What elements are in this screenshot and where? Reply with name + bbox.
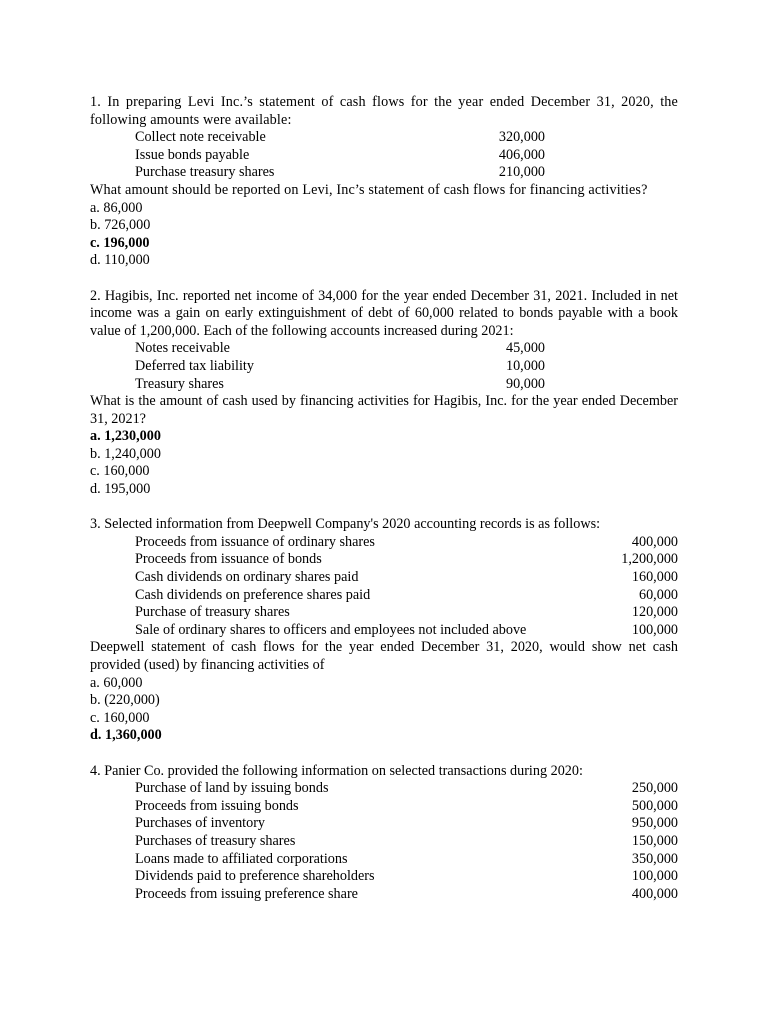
item-label: Cash dividends on preference shares paid — [135, 586, 371, 603]
item-amount: 45,000 — [505, 340, 545, 357]
question-4-items — [90, 780, 678, 903]
item-label: Sale of ordinary shares to officers and employees not included above — [135, 621, 527, 638]
item-amount: 60,000 — [638, 586, 678, 603]
item-label: Collect note receivable — [135, 129, 266, 146]
question-2-stem: 2. Hagibis, Inc. reported net income of 34,000 for the year ended December 31, 2021. Included in net income was a gain on early extinguishment of debt of 60,000 related to bonds payable with a book value of 1,200,000. Each of the following accounts increased during 2021: — [90, 287, 678, 339]
list-item — [90, 358, 678, 376]
item-amount: 400,000 — [631, 885, 678, 902]
item-amount: 950,000 — [631, 815, 678, 832]
choice-b: b. 726,000 — [90, 217, 151, 234]
item-amount: 10,000 — [505, 357, 545, 374]
choice-b: b. 1,240,000 — [90, 445, 161, 462]
list-item — [90, 534, 678, 552]
item-amount: 160,000 — [631, 569, 678, 586]
list-item — [90, 780, 678, 798]
question-3-prompt: Deepwell statement of cash flows for the year ended December 31, 2020, would show net cash provided (used) by financing activities of — [90, 639, 678, 673]
list-item — [90, 604, 678, 622]
item-label: Purchase of treasury shares — [135, 604, 290, 621]
list-item — [90, 569, 678, 587]
item-label: Proceeds from issuance of ordinary shares — [135, 533, 375, 550]
question-2 — [90, 288, 678, 499]
item-amount: 350,000 — [631, 850, 678, 867]
item-label: Issue bonds payable — [135, 146, 250, 163]
item-label: Notes receivable — [135, 340, 230, 357]
item-label: Purchase treasury shares — [135, 164, 275, 181]
item-label: Proceeds from issuing preference share — [135, 885, 358, 902]
choice-c-correct: c. 196,000 — [90, 234, 150, 251]
list-item — [90, 833, 678, 851]
question-3-items — [90, 534, 678, 640]
list-item — [90, 129, 678, 147]
list-item — [90, 798, 678, 816]
list-item — [90, 868, 678, 886]
question-4 — [90, 763, 678, 904]
question-3 — [90, 516, 678, 745]
item-amount: 250,000 — [631, 780, 678, 797]
question-sheet — [90, 94, 678, 921]
item-label: Purchase of land by issuing bonds — [135, 780, 329, 797]
list-item — [90, 340, 678, 358]
question-3-stem: 3. Selected information from Deepwell Company's 2020 accounting records is as follows: — [90, 516, 601, 533]
choice-a: a. 86,000 — [90, 199, 143, 216]
choice-b: b. (220,000) — [90, 692, 160, 709]
question-2-prompt: What is the amount of cash used by financing activities for Hagibis, Inc. for the year ended December 31, 2021? — [90, 393, 678, 427]
question-1-stem: 1. In preparing Levi Inc.’s statement of cash flows for the year ended December 31, 2020, the following amounts were available: — [90, 94, 678, 128]
item-amount: 400,000 — [631, 533, 678, 550]
item-amount: 1,200,000 — [621, 551, 678, 568]
choice-a: a. 60,000 — [90, 674, 143, 691]
item-label: Cash dividends on ordinary shares paid — [135, 569, 359, 586]
choice-d-correct: d. 1,360,000 — [90, 727, 162, 744]
choice-d: d. 195,000 — [90, 481, 151, 498]
choice-a-correct: a. 1,230,000 — [90, 428, 161, 445]
item-amount: 120,000 — [631, 604, 678, 621]
item-amount: 500,000 — [631, 797, 678, 814]
item-label: Loans made to affiliated corporations — [135, 850, 348, 867]
question-1-prompt: What amount should be reported on Levi, Inc’s statement of cash flows for financing activities? — [90, 181, 648, 198]
choice-d: d. 110,000 — [90, 252, 150, 269]
item-amount: 100,000 — [631, 868, 678, 885]
item-label: Purchases of treasury shares — [135, 832, 296, 849]
item-amount: 100,000 — [631, 621, 678, 638]
list-item — [90, 886, 678, 904]
choice-c: c. 160,000 — [90, 709, 150, 726]
question-2-items — [90, 340, 678, 393]
list-item — [90, 815, 678, 833]
item-amount: 150,000 — [631, 832, 678, 849]
item-label: Treasury shares — [135, 375, 224, 392]
list-item — [90, 164, 678, 182]
item-label: Deferred tax liability — [135, 357, 254, 374]
item-amount: 90,000 — [505, 375, 545, 392]
question-1-items — [90, 129, 678, 182]
question-1 — [90, 94, 678, 270]
choice-c: c. 160,000 — [90, 463, 150, 480]
item-amount: 320,000 — [498, 129, 545, 146]
list-item — [90, 851, 678, 869]
list-item — [90, 622, 678, 640]
list-item — [90, 551, 678, 569]
item-label: Proceeds from issuance of bonds — [135, 551, 322, 568]
list-item — [90, 587, 678, 605]
question-4-stem: 4. Panier Co. provided the following information on selected transactions during 2020: — [90, 762, 583, 779]
item-amount: 210,000 — [498, 164, 545, 181]
item-label: Proceeds from issuing bonds — [135, 797, 299, 814]
list-item — [90, 376, 678, 394]
item-label: Dividends paid to preference shareholders — [135, 868, 375, 885]
item-label: Purchases of inventory — [135, 815, 266, 832]
list-item — [90, 147, 678, 165]
item-amount: 406,000 — [498, 146, 545, 163]
